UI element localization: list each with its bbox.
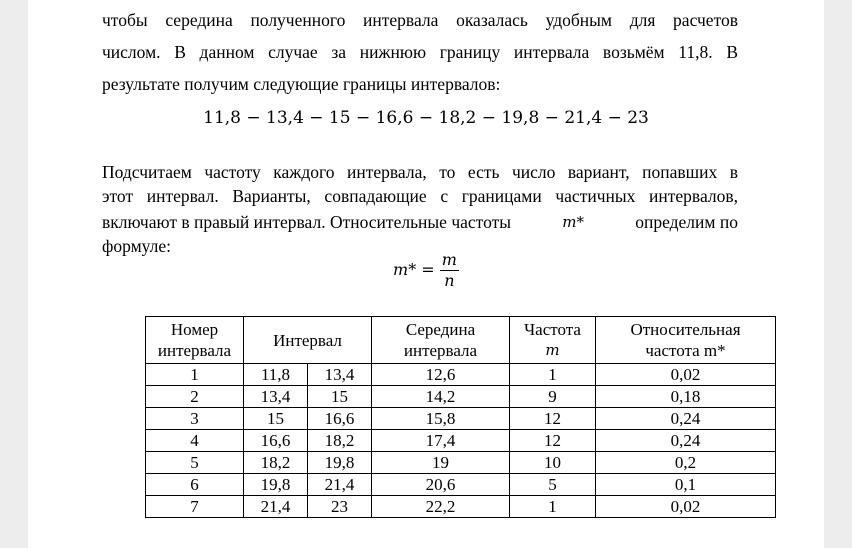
cell-frequency: 12 bbox=[510, 408, 596, 430]
cell-interval-start: 19,8 bbox=[244, 474, 308, 496]
intervals-table bbox=[145, 316, 776, 518]
cell-relative: 0,24 bbox=[596, 430, 776, 452]
cell-frequency: 1 bbox=[510, 364, 596, 386]
cell-interval-start: 21,4 bbox=[244, 496, 308, 518]
cell-relative: 0,18 bbox=[596, 386, 776, 408]
table-row bbox=[146, 408, 776, 430]
formula-lhs: m* = bbox=[393, 260, 435, 279]
formula-numerator: m bbox=[441, 250, 457, 269]
table-row bbox=[146, 364, 776, 386]
header-relative-line1: Относительная bbox=[630, 320, 741, 339]
formula-fraction bbox=[440, 250, 459, 291]
cell-interval-end: 13,4 bbox=[308, 364, 372, 386]
cell-number: 6 bbox=[146, 474, 244, 496]
paragraph1-line2: числом. В данном случае за нижнюю границу интервала возьмём 11,8. В bbox=[102, 42, 738, 62]
header-relative-line2: частота m* bbox=[645, 341, 726, 360]
table-row bbox=[146, 430, 776, 452]
cell-relative: 0,24 bbox=[596, 408, 776, 430]
cell-number: 1 bbox=[146, 364, 244, 386]
cell-number: 2 bbox=[146, 386, 244, 408]
cell-number: 5 bbox=[146, 452, 244, 474]
cell-interval-start: 16,6 bbox=[244, 430, 308, 452]
table-row bbox=[146, 386, 776, 408]
cell-midpoint: 12,6 bbox=[372, 364, 510, 386]
cell-relative: 0,2 bbox=[596, 452, 776, 474]
paragraph2-line3-part2: определим по bbox=[635, 212, 738, 232]
relative-frequency-formula bbox=[0, 250, 852, 291]
header-number-line2: интервала bbox=[157, 341, 232, 360]
cell-midpoint: 15,8 bbox=[372, 408, 510, 430]
header-frequency-symbol: m bbox=[545, 341, 560, 359]
paragraph2-line4: формуле: bbox=[102, 236, 171, 256]
paragraph1-line1: чтобы середина полученного интервала оказалась удобным для расчетов bbox=[102, 10, 738, 30]
cell-number: 4 bbox=[146, 430, 244, 452]
table-row bbox=[146, 452, 776, 474]
cell-interval-end: 15 bbox=[308, 386, 372, 408]
cell-relative: 0,02 bbox=[596, 496, 776, 518]
header-frequency-line1: Частота bbox=[524, 320, 581, 339]
cell-midpoint: 14,2 bbox=[372, 386, 510, 408]
cell-frequency: 9 bbox=[510, 386, 596, 408]
cell-interval-end: 21,4 bbox=[308, 474, 372, 496]
table-row bbox=[146, 474, 776, 496]
cell-interval-start: 15 bbox=[244, 408, 308, 430]
header-interval: Интервал bbox=[244, 317, 372, 364]
cell-frequency: 5 bbox=[510, 474, 596, 496]
table-header-row bbox=[146, 317, 776, 364]
cell-relative: 0,1 bbox=[596, 474, 776, 496]
boundaries-formula: 11,8 − 13,4 − 15 − 16,6 − 18,2 − 19,8 − 21,4 − 23 bbox=[203, 108, 649, 128]
cell-frequency: 10 bbox=[510, 452, 596, 474]
paragraph2-line3-part1: включают в правый интервал. Относительные частоты bbox=[102, 212, 511, 232]
header-number bbox=[146, 317, 244, 364]
cell-frequency: 12 bbox=[510, 430, 596, 452]
cell-frequency: 1 bbox=[510, 496, 596, 518]
header-midpoint-line2: интервала bbox=[403, 341, 478, 360]
header-midpoint-line1: Середина bbox=[405, 320, 476, 339]
cell-interval-end: 18,2 bbox=[308, 430, 372, 452]
cell-number: 3 bbox=[146, 408, 244, 430]
m-star-symbol: m* bbox=[562, 213, 584, 231]
cell-midpoint: 20,6 bbox=[372, 474, 510, 496]
cell-midpoint: 22,2 bbox=[372, 496, 510, 518]
cell-interval-end: 19,8 bbox=[308, 452, 372, 474]
cell-midpoint: 17,4 bbox=[372, 430, 510, 452]
cell-interval-start: 13,4 bbox=[244, 386, 308, 408]
cell-interval-end: 16,6 bbox=[308, 408, 372, 430]
header-frequency bbox=[510, 317, 596, 364]
cell-number: 7 bbox=[146, 496, 244, 518]
cell-interval-start: 18,2 bbox=[244, 452, 308, 474]
cell-interval-start: 11,8 bbox=[244, 364, 308, 386]
paragraph2-line2: этот интервал. Варианты, совпадающие с границами частичных интервалов, bbox=[102, 186, 738, 206]
header-midpoint bbox=[372, 317, 510, 364]
formula-denominator: n bbox=[444, 271, 455, 290]
paragraph2-line1: Подсчитаем частоту каждого интервала, то есть число вариант, попавших в bbox=[102, 162, 738, 182]
cell-relative: 0,02 bbox=[596, 364, 776, 386]
table-row bbox=[146, 496, 776, 518]
cell-midpoint: 19 bbox=[372, 452, 510, 474]
cell-interval-end: 23 bbox=[308, 496, 372, 518]
header-relative bbox=[596, 317, 776, 364]
header-number-line1: Номер bbox=[170, 320, 219, 339]
paragraph1-line3: результате получим следующие границы интервалов: bbox=[102, 74, 501, 94]
